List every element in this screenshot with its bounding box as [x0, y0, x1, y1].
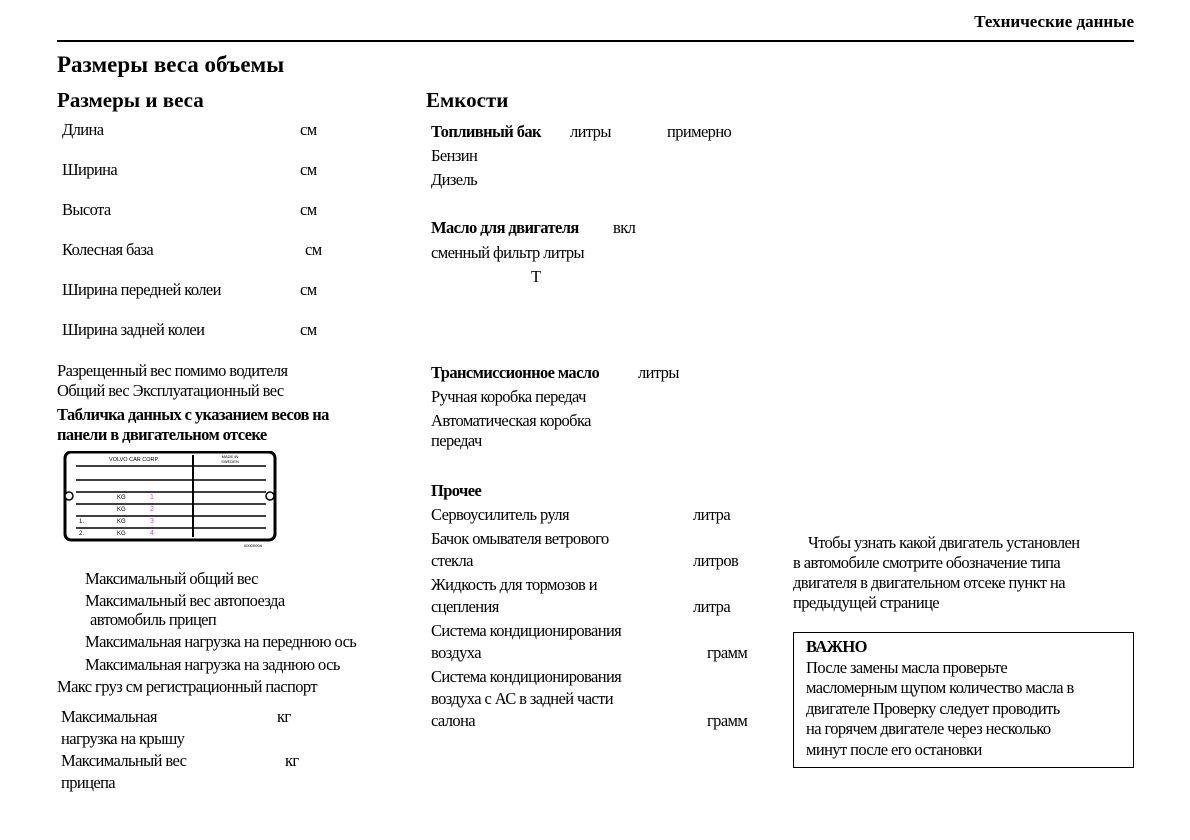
plate-number-1: 1	[150, 494, 154, 501]
section-header: Технические данные	[974, 12, 1134, 31]
dim-label-front-track: Ширина передней колеи	[62, 280, 221, 299]
allowed-weight: Разрещенный вес помимо водителя	[57, 361, 288, 380]
dimensions-heading: Размеры и веса	[57, 88, 204, 112]
fuel-tank-unit: литры	[570, 122, 611, 141]
plate-sweden: SWEDEN	[221, 459, 239, 464]
important-note-box	[793, 632, 1134, 768]
dim-unit-wheelbase: см	[305, 240, 322, 259]
plate-kg-3: KG	[117, 519, 126, 525]
dim-unit-length: см	[300, 120, 317, 139]
rear-ac-unit: грамм	[707, 711, 748, 730]
legend-max-train: Максимальный вес автопоезда	[85, 591, 285, 610]
dim-unit-rear-track: см	[300, 320, 317, 339]
engine-oil-filter: сменный фильтр литры	[431, 243, 585, 262]
roof-load-label-1: Максимальная	[61, 707, 157, 726]
important-line-1: После замены масла проверьте	[806, 657, 1008, 677]
automatic-gearbox-line1: Автоматическая коробка	[431, 411, 591, 430]
total-weight: Общий вес Эксплуатационный вес	[57, 381, 284, 400]
washer-unit: литров	[693, 551, 739, 570]
dim-label-rear-track: Ширина задней колеи	[62, 320, 205, 339]
washer-line1: Бачок омывателя ветрового	[431, 529, 609, 548]
important-line-5: минут после его остановки	[806, 739, 982, 759]
plate-kg-4: KG	[117, 531, 126, 537]
dim-label-wheelbase: Колесная база	[62, 240, 154, 259]
legend-car-trailer: автомобиль прицеп	[90, 610, 217, 629]
important-line-4: на горячем двигателе через несколько	[806, 719, 1051, 738]
dim-unit-width: см	[300, 160, 317, 179]
engine-id-line3: двигателя в двигательном отсеке пункт на	[793, 573, 1065, 592]
washer-line2: стекла	[431, 551, 473, 570]
plate-kg-2: KG	[117, 507, 126, 513]
plate-border	[65, 452, 275, 540]
roof-load-label-2: нагрузка на крышу	[61, 729, 185, 748]
trailer-weight-label-1: Максимальный вес	[61, 751, 187, 770]
weight-plate-illustration	[62, 451, 278, 543]
legend-max-total: Максимальный общий вес	[85, 569, 258, 588]
plate-row-label-1: 1.	[79, 519, 85, 525]
trailer-weight-unit: кг	[285, 751, 299, 770]
engine-oil-t: T	[531, 267, 541, 286]
trailer-weight-label-2: прицепа	[61, 773, 116, 792]
rear-ac-line2: воздуха с АС в задней части	[431, 689, 613, 708]
header-rule	[57, 40, 1134, 42]
dim-unit-front-track: см	[300, 280, 317, 299]
manual-gearbox: Ручная коробка передач	[431, 387, 586, 406]
other-title: Прочее	[431, 481, 482, 500]
legend-rear-axle: Максимальная нагрузка на заднюю ось	[85, 655, 340, 674]
important-title: ВАЖНО	[806, 637, 867, 656]
rear-ac-line3: салона	[431, 711, 476, 730]
transmission-oil-title: Трансмиссионное масло	[431, 363, 600, 382]
power-steering: Сервоусилитель руля	[431, 505, 569, 524]
ac-line1: Система кондиционирования	[431, 621, 622, 640]
plate-code: 0000000A	[244, 543, 263, 548]
plate-row-label-2: 2.	[79, 531, 85, 537]
dim-label-height: Высота	[62, 200, 111, 219]
engine-oil-incl: вкл	[613, 218, 636, 237]
plate-heading-line1: Табличка данных с указанием весов на	[57, 405, 329, 424]
plate-hole-right	[266, 492, 274, 500]
brake-fluid-line2: сцепления	[431, 597, 499, 616]
brake-fluid-line1: Жидкость для тормозов и	[431, 575, 597, 594]
power-steering-unit: литра	[693, 505, 731, 524]
plate-number-3: 3	[150, 518, 154, 525]
engine-id-line2: в автомобиле смотрите обозначение типа	[793, 553, 1061, 572]
engine-oil-title: Масло для двигателя	[431, 218, 579, 237]
dim-unit-height: см	[300, 200, 317, 219]
plate-number-4: 4	[150, 530, 154, 537]
rear-ac-line1: Система кондиционирования	[431, 667, 622, 686]
ac-unit: грамм	[707, 643, 748, 662]
plate-heading-line2: панели в двигательном отсеке	[57, 425, 267, 444]
fuel-diesel: Дизель	[431, 170, 478, 189]
fuel-tank-title: Топливный бак	[431, 122, 541, 141]
fuel-tank-approx: примерно	[667, 122, 732, 141]
page-title: Размеры веса объемы	[57, 52, 285, 77]
capacities-heading: Емкости	[426, 88, 509, 112]
dim-label-length: Длина	[62, 120, 104, 139]
automatic-gearbox-line2: передач	[431, 431, 482, 450]
dim-label-width: Ширина	[62, 160, 118, 179]
plate-made-in: MADE IN	[221, 454, 239, 459]
plate-hole-left	[65, 492, 73, 500]
cargo-note: Макс груз см регистрационный паспорт	[57, 677, 317, 696]
transmission-oil-unit: литры	[638, 363, 679, 382]
plate-number-2: 2	[150, 506, 154, 513]
legend-front-axle: Максимальная нагрузка на переднюю ось	[85, 632, 357, 651]
fuel-petrol: Бензин	[431, 146, 478, 165]
engine-id-line4: предыдущей странице	[793, 593, 940, 612]
engine-id-line1: Чтобы узнать какой двигатель установлен	[808, 533, 1080, 552]
plate-kg-1: KG	[117, 495, 126, 501]
roof-load-unit: кг	[277, 707, 291, 726]
plate-maker: VOLVO CAR CORP.	[109, 457, 159, 463]
ac-line2: воздуха	[431, 643, 481, 662]
brake-fluid-unit: литра	[693, 597, 731, 616]
important-line-3: двигателе Проверку следует проводить	[806, 698, 1060, 718]
important-line-2: масломерным щупом количество масла в	[806, 678, 1074, 697]
